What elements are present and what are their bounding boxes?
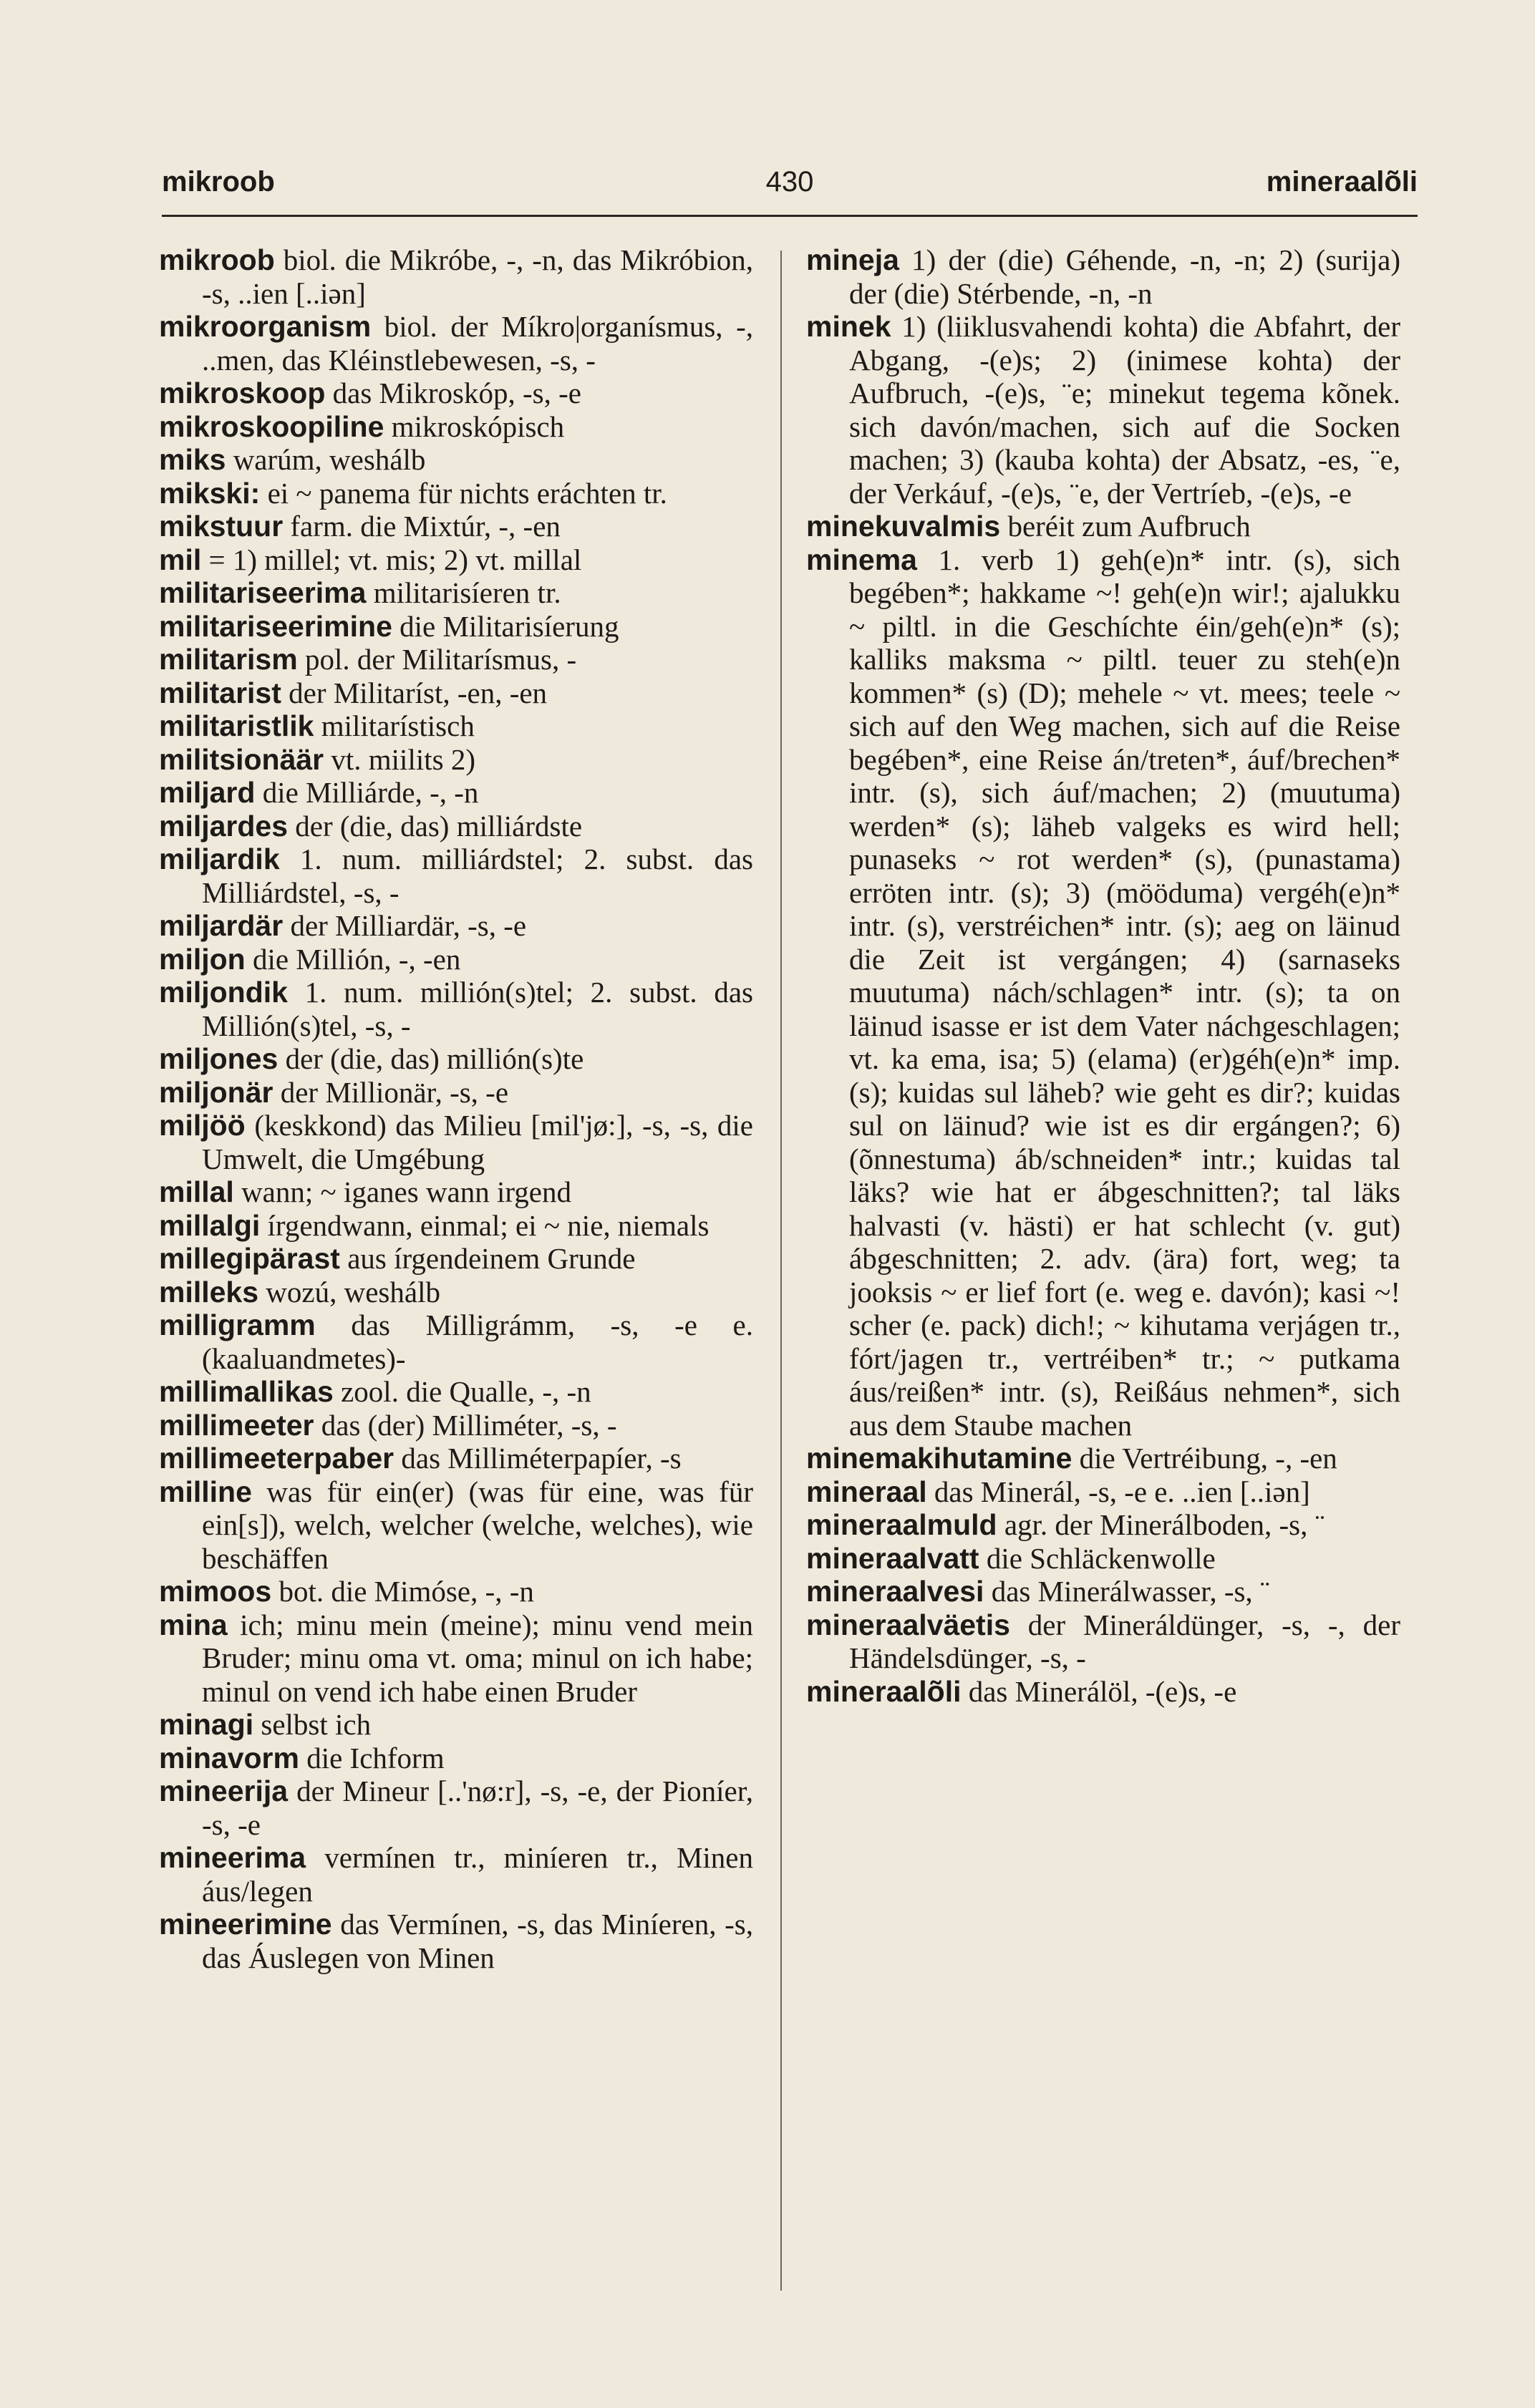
entry-headword: mineraalväetis	[806, 1608, 1010, 1641]
dictionary-entry	[159, 477, 753, 510]
entry-definition: der Militaríst, -en, -en	[289, 676, 548, 709]
header-last-entry: mineraalõli	[1266, 166, 1418, 198]
entry-headword: militarism	[159, 643, 298, 676]
dictionary-entry	[159, 443, 753, 477]
dictionary-entry	[159, 1309, 753, 1375]
entry-definition: farm. die Mixtúr, -, -en	[290, 510, 561, 543]
entry-headword: millimallikas	[159, 1375, 334, 1408]
dictionary-entry	[159, 743, 753, 777]
entry-headword: militarist	[159, 676, 281, 709]
dictionary-entry	[159, 1475, 753, 1576]
entry-definition: wann; ~ iganes wann irgend	[241, 1175, 572, 1208]
entry-definition: biol. der Míkro|organísmus, -, ..men, das Kléinstlebewesen, -s, -	[202, 310, 753, 377]
entry-definition: selbst ich	[261, 1708, 372, 1741]
column-divider	[780, 251, 782, 2291]
dictionary-entry	[159, 843, 753, 909]
entry-definition: die Millión, -, -en	[252, 942, 461, 976]
entry-headword: miljardär	[159, 909, 284, 942]
entry-headword: mineja	[806, 243, 899, 276]
entry-definition: 1) (liiklusvahendi kohta) die Abfahrt, der Abgang, -(e)s; 2) (inimese kohta) der Aufbruch, -(e)s, ¨e; minekut tegema kõnek. sich davón/machen, sich auf die Socken machen; 3) (kauba kohta) der Absatz, -es, ¨e, der Verkáuf, -(e)s, ¨e, der Vertríeb, -(e)s, -e	[849, 310, 1401, 510]
entry-headword: mikroskoopiline	[159, 409, 384, 443]
entry-definition: ei ~ panema für nichts eráchten tr.	[267, 476, 667, 510]
dictionary-entry	[806, 543, 1400, 1442]
entry-headword: mineraalvatt	[806, 1541, 979, 1575]
page-number: 430	[765, 166, 814, 198]
dictionary-entry	[159, 610, 753, 644]
dictionary-entry	[159, 310, 753, 377]
dictionary-entry	[159, 1775, 753, 1841]
entry-definition: das Mikroskóp, -s, -e	[332, 377, 581, 409]
entry-definition: agr. der Minerálboden, -s, ¨	[1004, 1508, 1325, 1541]
entry-definition: militarisíeren tr.	[373, 576, 561, 609]
dictionary-entry	[159, 1742, 753, 1775]
entry-headword: mikstuur	[159, 510, 284, 543]
entry-headword: mineraalmuld	[806, 1508, 997, 1541]
entry-definition: die Milliárde, -, -n	[262, 776, 479, 809]
entry-definition: das Vermínen, -s, das Miníeren, -s, das Áuslegen von Minen	[202, 1908, 754, 1974]
dictionary-entry	[159, 676, 753, 710]
entry-definition: die Vertréibung, -, -en	[1079, 1442, 1337, 1475]
entry-headword: millal	[159, 1175, 234, 1208]
entry-definition: die Militarisíerung	[400, 609, 619, 643]
entry-definition: 1. verb 1) geh(e)n* intr. (s), sich begében*; hakkame ~! geh(e)n wir!; ajalukku ~ piltl. in die Geschíchte éin/geh(e)n* (s); kalliks maksma ~ piltl. teuer zu steh(e)n kommen* (s) (D); mehele ~ vt. mees; teele ~ sich auf den Weg machen, sich auf die Reise begében*, eine Reise án/treten*, áuf/brechen* intr. (s), sich áuf/machen; 2) (muutuma) werden* (s); läheb valgeks es wird hell; punaseks ~ rot werden* (s), (punastama) erröten intr. (s); 3) (mööduma) vergéh(e)n* intr. (s), verstréichen* intr. (s); aeg on läinud die Zeit ist vergángen; 4) (sarnaseks muutuma) nách/schlagen* intr. (s); ta on läinud isasse er ist dem Vater náchgeschlagen; vt. ka ema, isa; 5) (elama) (er)géh(e)n* imp. (s); kuidas sul läheb? wie geht es dir?; kuidas sul on läinud? wie ist es dir ergángen?; 6) (õnnestuma) áb/schneiden* intr.; kuidas tal läks? wie hat er ábgeschnitten?; tal läks halvasti (v. hästi) er hat schlecht (v. gut) ábgeschnitten; 2. adv. (ära) fort, weg; ta jooksis ~ er lief fort (e. weg e. davón); kasi ~! scher (e. pack) dich!; ~ kihutama verjágen tr., fórt/jagen tr., vertréiben* tr.; ~ putkama áus/reißen* intr. (s), Reißáus nehmen*, sich aus dem Staube machen	[849, 543, 1401, 1442]
entry-headword: mimoos	[159, 1575, 272, 1608]
entry-headword: mineraalõli	[806, 1674, 962, 1708]
entry-definition: das Minerálwasser, -s, ¨	[991, 1575, 1270, 1608]
entry-headword: mineraal	[806, 1475, 927, 1508]
dictionary-entry	[806, 1608, 1400, 1675]
dictionary-entry	[159, 1442, 753, 1475]
entry-headword: miljonär	[159, 1075, 273, 1109]
entry-headword: mineerimine	[159, 1908, 332, 1941]
entry-headword: millalgi	[159, 1208, 261, 1242]
entry-definition: (keskkond) das Milieu [mil'jø:], -s, -s, die Umwelt, die Umgébung	[202, 1109, 753, 1175]
entry-headword: militsionäär	[159, 742, 324, 776]
dictionary-entry	[159, 1608, 753, 1709]
dictionary-entry	[159, 909, 753, 943]
entry-headword: mikroorganism	[159, 310, 372, 343]
entry-headword: minagi	[159, 1708, 254, 1741]
entry-headword: minavorm	[159, 1741, 299, 1775]
dictionary-entry	[159, 243, 753, 310]
dictionary-entry	[806, 1542, 1400, 1576]
page-header	[162, 166, 1418, 209]
entry-definition: beréit zum Aufbruch	[1007, 510, 1251, 543]
entry-definition: biol. die Mikróbe, -, -n, das Mikróbion, -s, ..ien [..iən]	[202, 243, 754, 310]
dictionary-entry	[159, 976, 753, 1042]
dictionary-entry	[806, 310, 1400, 510]
dictionary-entry	[806, 1675, 1400, 1709]
dictionary-entry	[806, 510, 1400, 543]
entry-definition: das Milligrámm, -s, -e e. (kaaluandmetes)-	[202, 1309, 753, 1375]
dictionary-entry	[806, 1508, 1400, 1542]
entry-headword: militariseerima	[159, 576, 367, 609]
dictionary-entry	[159, 410, 753, 444]
dictionary-entry	[806, 1442, 1400, 1475]
dictionary-entry	[159, 510, 753, 543]
entry-definition: der Mineráldünger, -s, -, der Händelsdünger, -s, -	[849, 1608, 1400, 1674]
entry-headword: mikroskoop	[159, 377, 326, 409]
entry-headword: miljones	[159, 1042, 279, 1075]
entry-headword: miks	[159, 443, 226, 476]
dictionary-entry	[159, 1575, 753, 1608]
entry-definition: das (der) Milliméter, -s, -	[321, 1408, 617, 1442]
dictionary-entry	[806, 243, 1400, 310]
dictionary-entry	[159, 1042, 753, 1076]
entry-definition: mikroskópisch	[391, 409, 565, 443]
left-column	[159, 243, 753, 1974]
entry-definition: ich; minu mein (meine); minu vend mein Bruder; minu oma vt. oma; minul on ich habe; minul on vend ich habe einen Bruder	[202, 1608, 754, 1708]
header-first-entry: mikroob	[162, 166, 275, 198]
entry-headword: milline	[159, 1475, 252, 1508]
entry-headword: millimeeterpaber	[159, 1442, 394, 1475]
dictionary-entry	[159, 377, 753, 410]
entry-headword: mineraalvesi	[806, 1575, 984, 1608]
entry-headword: millegipärast	[159, 1242, 340, 1275]
entry-headword: minek	[806, 310, 891, 343]
entry-definition: 1. num. millión(s)tel; 2. subst. das Millión(s)tel, -s, -	[202, 976, 754, 1042]
dictionary-entry	[159, 810, 753, 843]
entry-definition: der Millionär, -s, -e	[280, 1075, 509, 1109]
dictionary-entry	[159, 1109, 753, 1175]
entry-definition: das Milliméterpapíer, -s	[401, 1442, 682, 1475]
entry-definition: 1. num. milliárdstel; 2. subst. das Milliárdstel, -s, -	[202, 843, 753, 909]
entry-definition: aus írgendeinem Grunde	[347, 1242, 636, 1275]
entry-definition: = 1) millel; vt. mis; 2) vt. millal	[208, 543, 582, 576]
dictionary-entry	[806, 1575, 1400, 1608]
entry-headword: millimeeter	[159, 1408, 314, 1442]
dictionary-entry	[159, 1375, 753, 1409]
entry-headword: miljardes	[159, 809, 289, 843]
entry-headword: minemakihutamine	[806, 1442, 1072, 1475]
entry-definition: der (die, das) millión(s)te	[285, 1042, 584, 1075]
entry-definition: das Minerál, -s, -e e. ..ien [..iən]	[934, 1475, 1310, 1508]
entry-definition: írgendwann, einmal; ei ~ nie, niemals	[267, 1208, 710, 1242]
dictionary-entry	[159, 576, 753, 610]
entry-definition: die Ichform	[306, 1741, 445, 1775]
entry-definition: wozú, weshálb	[266, 1275, 440, 1309]
entry-definition: warúm, weshálb	[233, 443, 426, 476]
dictionary-entry	[159, 1242, 753, 1276]
entry-headword: miljon	[159, 942, 246, 976]
entry-headword: mikroob	[159, 243, 275, 276]
entry-definition: vt. miilits 2)	[331, 742, 475, 776]
entry-definition: die Schläckenwolle	[986, 1541, 1216, 1575]
entry-headword: miljard	[159, 776, 256, 809]
dictionary-entry	[159, 776, 753, 810]
dictionary-entry	[159, 1076, 753, 1110]
entry-headword: miljardik	[159, 843, 280, 875]
header-rule	[162, 215, 1418, 217]
entry-headword: milligramm	[159, 1309, 316, 1341]
dictionary-entry	[159, 1908, 753, 1974]
entry-definition: zool. die Qualle, -, -n	[341, 1375, 591, 1408]
entry-definition: bot. die Mimóse, -, -n	[279, 1575, 534, 1608]
dictionary-entry	[159, 1276, 753, 1309]
entry-definition: das Minerálöl, -(e)s, -e	[968, 1674, 1237, 1708]
entry-headword: milleks	[159, 1275, 259, 1309]
entry-definition: vermínen tr., miníeren tr., Minen áus/legen	[202, 1841, 754, 1908]
dictionary-entry	[159, 1841, 753, 1908]
dictionary-entry	[159, 543, 753, 577]
dictionary-entry	[806, 1475, 1400, 1509]
entry-definition: militarístisch	[321, 709, 475, 742]
entry-headword: miljöö	[159, 1109, 246, 1142]
entry-headword: mineerima	[159, 1841, 306, 1874]
dictionary-entry	[159, 1175, 753, 1209]
dictionary-entry	[159, 1708, 753, 1742]
entry-headword: miljondik	[159, 976, 288, 1009]
entry-headword: minema	[806, 543, 917, 576]
entry-definition: pol. der Militarísmus, -	[304, 643, 577, 676]
entry-definition: 1) der (die) Géhende, -n, -n; 2) (surija) der (die) Stérbende, -n, -n	[849, 243, 1400, 310]
right-column	[806, 243, 1400, 1708]
entry-headword: mina	[159, 1608, 228, 1641]
entry-headword: militaristlik	[159, 709, 314, 742]
dictionary-entry	[159, 709, 753, 743]
dictionary-entry	[159, 1409, 753, 1442]
entry-headword: mineerija	[159, 1775, 289, 1807]
entry-definition: der Milliardär, -s, -e	[290, 909, 527, 942]
dictionary-entry	[159, 943, 753, 976]
entry-headword: mil	[159, 543, 202, 576]
entry-headword: minekuvalmis	[806, 510, 1001, 543]
dictionary-entry	[159, 1209, 753, 1243]
entry-headword: militariseerimine	[159, 609, 392, 643]
entry-definition: der Mineur [..'nø:r], -s, -e, der Pioníer, -s, -e	[202, 1775, 753, 1841]
entry-definition: was für ein(er) (was für eine, was für ein[s]), welch, welcher (welche, welches), wie beschäffen	[202, 1475, 753, 1575]
entry-headword: mikski:	[159, 476, 261, 510]
dictionary-entry	[159, 643, 753, 676]
entry-definition: der (die, das) milliárdste	[295, 809, 583, 843]
